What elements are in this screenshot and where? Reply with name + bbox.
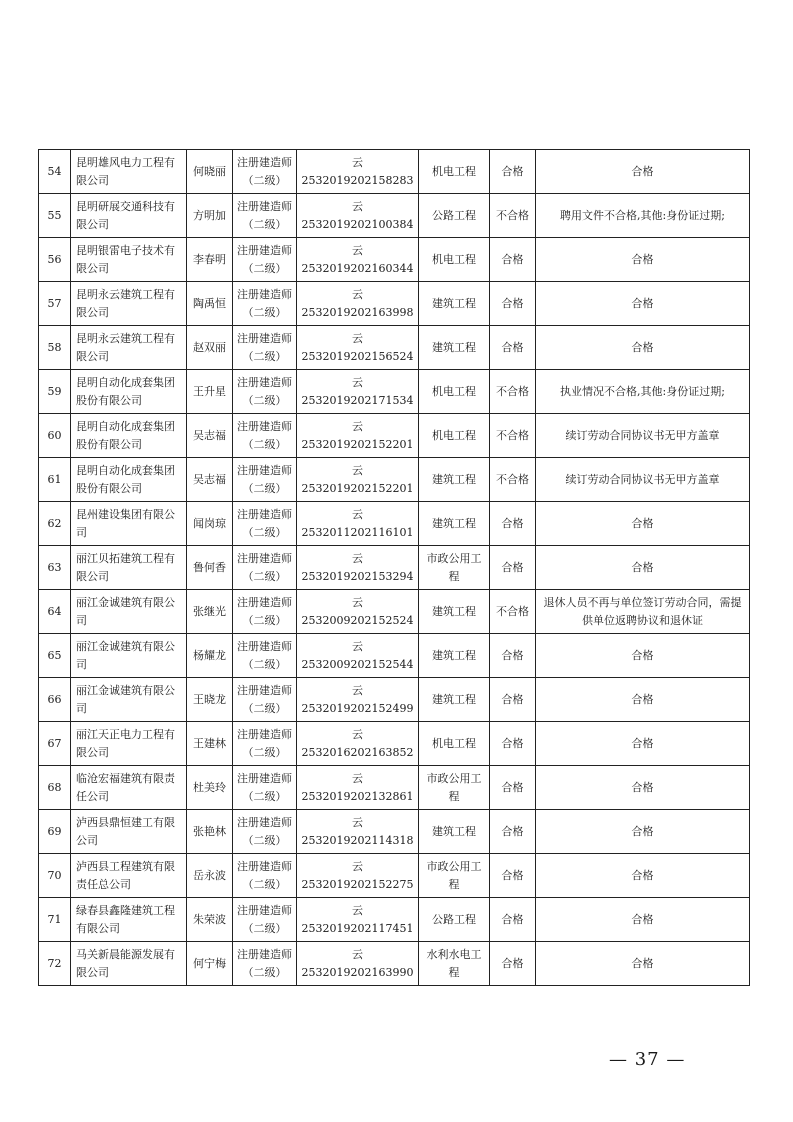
specialty-cell: 建筑工程 — [419, 458, 490, 502]
qualification-cell — [233, 370, 297, 414]
specialty-cell: 机电工程 — [419, 370, 490, 414]
table-row — [39, 326, 750, 370]
person-name-cell: 鲁何香 — [187, 546, 233, 590]
qualification-cell — [233, 414, 297, 458]
company-name-cell: 临沧宏福建筑有限责任公司 — [71, 766, 187, 810]
remark-cell: 续订劳动合同协议书无甲方盖章 — [536, 414, 750, 458]
company-name-cell: 丽江贝拓建筑工程有限公司 — [71, 546, 187, 590]
specialty-cell: 建筑工程 — [419, 678, 490, 722]
row-number-cell: 62 — [39, 502, 71, 546]
table-row — [39, 942, 750, 986]
row-number-cell: 67 — [39, 722, 71, 766]
row-number-cell: 72 — [39, 942, 71, 986]
remark-cell: 续订劳动合同协议书无甲方盖章 — [536, 458, 750, 502]
company-name-cell: 昆明雄风电力工程有限公司 — [71, 150, 187, 194]
company-name-cell: 昆明自动化成套集团股份有限公司 — [71, 414, 187, 458]
qualification-cell — [233, 150, 297, 194]
certificate-number-line: 2532019202152201 — [301, 437, 414, 451]
company-name-cell: 丽江金诚建筑有限公司 — [71, 634, 187, 678]
qualification-line: （二级） — [242, 701, 287, 715]
qualification-cell — [233, 458, 297, 502]
certificate-number-line: 2532019202163990 — [301, 965, 414, 979]
specialty-cell: 机电工程 — [419, 722, 490, 766]
qualification-line: （二级） — [242, 833, 287, 847]
result-cell: 合格 — [490, 326, 536, 370]
remark-cell: 执业情况不合格,其他:身份证过期; — [536, 370, 750, 414]
certificate-number-line: 云 — [352, 815, 363, 829]
certificate-number-line: 2532019202156524 — [301, 349, 414, 363]
company-name-cell: 昆明自动化成套集团股份有限公司 — [71, 458, 187, 502]
specialty-cell: 市政公用工程 — [419, 854, 490, 898]
qualification-cell — [233, 238, 297, 282]
table-row — [39, 546, 750, 590]
company-name-cell: 丽江金诚建筑有限公司 — [71, 678, 187, 722]
row-number-cell: 64 — [39, 590, 71, 634]
qualification-line: 注册建造师 — [237, 419, 292, 433]
person-name-cell: 王升星 — [187, 370, 233, 414]
table-row — [39, 898, 750, 942]
person-name-cell: 杨耀龙 — [187, 634, 233, 678]
company-name-cell: 泸西县鼎恒建工有限公司 — [71, 810, 187, 854]
certificate-number-line: 云 — [352, 595, 363, 609]
qualification-line: （二级） — [242, 173, 287, 187]
qualification-line: 注册建造师 — [237, 815, 292, 829]
result-cell: 合格 — [490, 898, 536, 942]
qualification-line: （二级） — [242, 877, 287, 891]
company-name-cell: 昆明银雷电子技术有限公司 — [71, 238, 187, 282]
certificate-number-line: 2532011202116101 — [301, 525, 414, 539]
specialty-cell: 机电工程 — [419, 238, 490, 282]
qualification-line: （二级） — [242, 657, 287, 671]
table-row — [39, 634, 750, 678]
certificate-number-line: 云 — [352, 507, 363, 521]
table-row — [39, 414, 750, 458]
table-row — [39, 766, 750, 810]
specialty-cell: 建筑工程 — [419, 326, 490, 370]
qualification-line: 注册建造师 — [237, 551, 292, 565]
result-cell: 不合格 — [490, 458, 536, 502]
certificate-number-line: 2532009202152524 — [301, 613, 414, 627]
certificate-number-line: 云 — [352, 947, 363, 961]
result-cell: 合格 — [490, 678, 536, 722]
certificate-number-cell — [297, 898, 419, 942]
remark-cell: 合格 — [536, 722, 750, 766]
certificate-number-line: 云 — [352, 551, 363, 565]
qualification-line: 注册建造师 — [237, 639, 292, 653]
table-row — [39, 590, 750, 634]
remark-cell: 合格 — [536, 678, 750, 722]
company-name-cell: 马关新晨能源发展有限公司 — [71, 942, 187, 986]
result-cell: 合格 — [490, 722, 536, 766]
certificate-number-cell — [297, 282, 419, 326]
certificate-number-cell — [297, 238, 419, 282]
row-number-cell: 57 — [39, 282, 71, 326]
qualification-cell — [233, 854, 297, 898]
specialty-cell: 建筑工程 — [419, 634, 490, 678]
person-name-cell: 张艳林 — [187, 810, 233, 854]
certificate-number-cell — [297, 854, 419, 898]
certificate-number-cell — [297, 546, 419, 590]
row-number-cell: 54 — [39, 150, 71, 194]
company-name-cell: 泸西县工程建筑有限责任总公司 — [71, 854, 187, 898]
remark-cell: 合格 — [536, 810, 750, 854]
certificate-number-line: 云 — [352, 199, 363, 213]
certificate-number-cell — [297, 634, 419, 678]
certificate-number-cell — [297, 194, 419, 238]
qualification-line: （二级） — [242, 525, 287, 539]
result-cell: 合格 — [490, 854, 536, 898]
table-row — [39, 854, 750, 898]
qualification-line: （二级） — [242, 437, 287, 451]
certificate-number-line: 云 — [352, 155, 363, 169]
qualification-line: 注册建造师 — [237, 155, 292, 169]
row-number-cell: 56 — [39, 238, 71, 282]
company-name-cell: 绿春县鑫隆建筑工程有限公司 — [71, 898, 187, 942]
specialty-cell: 公路工程 — [419, 898, 490, 942]
remark-cell: 合格 — [536, 282, 750, 326]
certificate-number-line: 云 — [352, 771, 363, 785]
table-row — [39, 238, 750, 282]
certificate-number-cell — [297, 590, 419, 634]
table-body — [39, 150, 750, 986]
qualification-line: （二级） — [242, 745, 287, 759]
qualification-line: 注册建造师 — [237, 947, 292, 961]
result-cell: 合格 — [490, 238, 536, 282]
table-row — [39, 502, 750, 546]
page-number: — 37 — — [609, 1049, 686, 1070]
certificate-number-line: 2532019202163998 — [301, 305, 414, 319]
qualification-cell — [233, 810, 297, 854]
remark-cell: 合格 — [536, 942, 750, 986]
certificate-number-line: 云 — [352, 903, 363, 917]
specialty-cell: 建筑工程 — [419, 282, 490, 326]
certificate-number-line: 2532019202153294 — [301, 569, 414, 583]
table-row — [39, 282, 750, 326]
remark-cell: 退休人员不再与单位签订劳动合同，需提供单位返聘协议和退休证 — [536, 590, 750, 634]
company-name-cell: 丽江天正电力工程有限公司 — [71, 722, 187, 766]
result-cell: 合格 — [490, 502, 536, 546]
qualification-line: （二级） — [242, 921, 287, 935]
specialty-cell: 市政公用工程 — [419, 766, 490, 810]
certificate-number-cell — [297, 458, 419, 502]
qualification-cell — [233, 502, 297, 546]
company-name-cell: 昆明研展交通科技有限公司 — [71, 194, 187, 238]
qualification-line: 注册建造师 — [237, 507, 292, 521]
specialty-cell: 建筑工程 — [419, 502, 490, 546]
person-name-cell: 朱荣波 — [187, 898, 233, 942]
table-row — [39, 370, 750, 414]
company-name-cell: 昆明自动化成套集团股份有限公司 — [71, 370, 187, 414]
table-row — [39, 458, 750, 502]
certificate-number-line: 2532019202158283 — [301, 173, 414, 187]
certificate-number-line: 云 — [352, 375, 363, 389]
row-number-cell: 58 — [39, 326, 71, 370]
certificate-number-cell — [297, 678, 419, 722]
certificate-number-cell — [297, 766, 419, 810]
qualification-line: 注册建造师 — [237, 243, 292, 257]
specialty-cell: 机电工程 — [419, 414, 490, 458]
results-table — [38, 149, 750, 986]
qualification-line: （二级） — [242, 481, 287, 495]
qualification-line: （二级） — [242, 349, 287, 363]
qualification-line: （二级） — [242, 789, 287, 803]
remark-cell: 合格 — [536, 546, 750, 590]
row-number-cell: 60 — [39, 414, 71, 458]
result-cell: 合格 — [490, 766, 536, 810]
certificate-number-cell — [297, 326, 419, 370]
person-name-cell: 陶禹恒 — [187, 282, 233, 326]
company-name-cell: 昆明永云建筑工程有限公司 — [71, 282, 187, 326]
certificate-number-line: 2532019202132861 — [301, 789, 414, 803]
company-name-cell: 昆明永云建筑工程有限公司 — [71, 326, 187, 370]
certificate-number-cell — [297, 502, 419, 546]
table-row — [39, 150, 750, 194]
certificate-number-line: 云 — [352, 683, 363, 697]
result-cell: 合格 — [490, 546, 536, 590]
certificate-number-line: 云 — [352, 287, 363, 301]
remark-cell: 合格 — [536, 326, 750, 370]
row-number-cell: 55 — [39, 194, 71, 238]
certificate-number-cell — [297, 722, 419, 766]
row-number-cell: 71 — [39, 898, 71, 942]
qualification-cell — [233, 546, 297, 590]
qualification-line: （二级） — [242, 613, 287, 627]
remark-cell: 合格 — [536, 502, 750, 546]
remark-cell: 合格 — [536, 766, 750, 810]
specialty-cell: 建筑工程 — [419, 590, 490, 634]
qualification-line: 注册建造师 — [237, 903, 292, 917]
result-cell: 合格 — [490, 942, 536, 986]
qualification-cell — [233, 766, 297, 810]
person-name-cell: 闻岗琼 — [187, 502, 233, 546]
remark-cell: 合格 — [536, 238, 750, 282]
qualification-line: 注册建造师 — [237, 331, 292, 345]
row-number-cell: 66 — [39, 678, 71, 722]
person-name-cell: 吴志福 — [187, 458, 233, 502]
person-name-cell: 李春明 — [187, 238, 233, 282]
qualification-line: （二级） — [242, 965, 287, 979]
qualification-cell — [233, 194, 297, 238]
person-name-cell: 赵双丽 — [187, 326, 233, 370]
person-name-cell: 岳永波 — [187, 854, 233, 898]
certificate-number-line: 云 — [352, 463, 363, 477]
qualification-line: 注册建造师 — [237, 771, 292, 785]
certificate-number-line: 2532019202160344 — [301, 261, 414, 275]
result-cell: 不合格 — [490, 370, 536, 414]
specialty-cell: 水利水电工程 — [419, 942, 490, 986]
result-cell: 合格 — [490, 282, 536, 326]
specialty-cell: 建筑工程 — [419, 810, 490, 854]
qualification-line: （二级） — [242, 261, 287, 275]
remark-cell: 合格 — [536, 898, 750, 942]
qualification-cell — [233, 282, 297, 326]
row-number-cell: 63 — [39, 546, 71, 590]
qualification-cell — [233, 942, 297, 986]
qualification-line: 注册建造师 — [237, 595, 292, 609]
person-name-cell: 吴志福 — [187, 414, 233, 458]
table-row — [39, 678, 750, 722]
result-cell: 合格 — [490, 150, 536, 194]
person-name-cell: 何宁梅 — [187, 942, 233, 986]
qualification-line: 注册建造师 — [237, 727, 292, 741]
qualification-cell — [233, 898, 297, 942]
qualification-line: （二级） — [242, 393, 287, 407]
certificate-number-line: 2532009202152544 — [301, 657, 414, 671]
person-name-cell: 何晓丽 — [187, 150, 233, 194]
certificate-number-line: 云 — [352, 243, 363, 257]
certificate-number-line: 2532019202114318 — [301, 833, 414, 847]
certificate-number-line: 2532019202100384 — [301, 217, 414, 231]
qualification-cell — [233, 634, 297, 678]
row-number-cell: 69 — [39, 810, 71, 854]
company-name-cell: 昆州建设集团有限公司 — [71, 502, 187, 546]
certificate-number-cell — [297, 414, 419, 458]
qualification-line: 注册建造师 — [237, 683, 292, 697]
row-number-cell: 70 — [39, 854, 71, 898]
qualification-cell — [233, 590, 297, 634]
specialty-cell: 公路工程 — [419, 194, 490, 238]
specialty-cell: 机电工程 — [419, 150, 490, 194]
result-cell: 不合格 — [490, 414, 536, 458]
row-number-cell: 61 — [39, 458, 71, 502]
certificate-number-line: 2532019202152275 — [301, 877, 414, 891]
person-name-cell: 杜美玲 — [187, 766, 233, 810]
result-cell: 合格 — [490, 810, 536, 854]
qualification-line: 注册建造师 — [237, 375, 292, 389]
result-cell: 不合格 — [490, 590, 536, 634]
table-row — [39, 722, 750, 766]
person-name-cell: 王建林 — [187, 722, 233, 766]
certificate-number-line: 云 — [352, 727, 363, 741]
result-cell: 合格 — [490, 634, 536, 678]
certificate-number-line: 云 — [352, 639, 363, 653]
certificate-number-line: 2532019202152201 — [301, 481, 414, 495]
certificate-number-line: 2532019202171534 — [301, 393, 414, 407]
row-number-cell: 68 — [39, 766, 71, 810]
table-row — [39, 810, 750, 854]
certificate-number-cell — [297, 150, 419, 194]
row-number-cell: 59 — [39, 370, 71, 414]
certificate-number-line: 云 — [352, 859, 363, 873]
qualification-cell — [233, 722, 297, 766]
qualification-line: 注册建造师 — [237, 859, 292, 873]
qualification-line: 注册建造师 — [237, 287, 292, 301]
person-name-cell: 王晓龙 — [187, 678, 233, 722]
certificate-number-line: 2532019202152499 — [301, 701, 414, 715]
table-row — [39, 194, 750, 238]
certificate-number-cell — [297, 942, 419, 986]
certificate-number-cell — [297, 370, 419, 414]
qualification-line: 注册建造师 — [237, 463, 292, 477]
qualification-line: （二级） — [242, 569, 287, 583]
qualification-cell — [233, 678, 297, 722]
result-cell: 不合格 — [490, 194, 536, 238]
certificate-number-cell — [297, 810, 419, 854]
qualification-line: （二级） — [242, 217, 287, 231]
person-name-cell: 方明加 — [187, 194, 233, 238]
specialty-cell: 市政公用工程 — [419, 546, 490, 590]
company-name-cell: 丽江金诚建筑有限公司 — [71, 590, 187, 634]
certificate-number-line: 2532019202117451 — [301, 921, 414, 935]
person-name-cell: 张继光 — [187, 590, 233, 634]
remark-cell: 合格 — [536, 150, 750, 194]
qualification-line: （二级） — [242, 305, 287, 319]
remark-cell: 合格 — [536, 854, 750, 898]
remark-cell: 聘用文件不合格,其他:身份证过期; — [536, 194, 750, 238]
qualification-line: 注册建造师 — [237, 199, 292, 213]
certificate-number-line: 2532016202163852 — [301, 745, 414, 759]
remark-cell: 合格 — [536, 634, 750, 678]
certificate-number-line: 云 — [352, 331, 363, 345]
qualification-cell — [233, 326, 297, 370]
row-number-cell: 65 — [39, 634, 71, 678]
certificate-number-line: 云 — [352, 419, 363, 433]
